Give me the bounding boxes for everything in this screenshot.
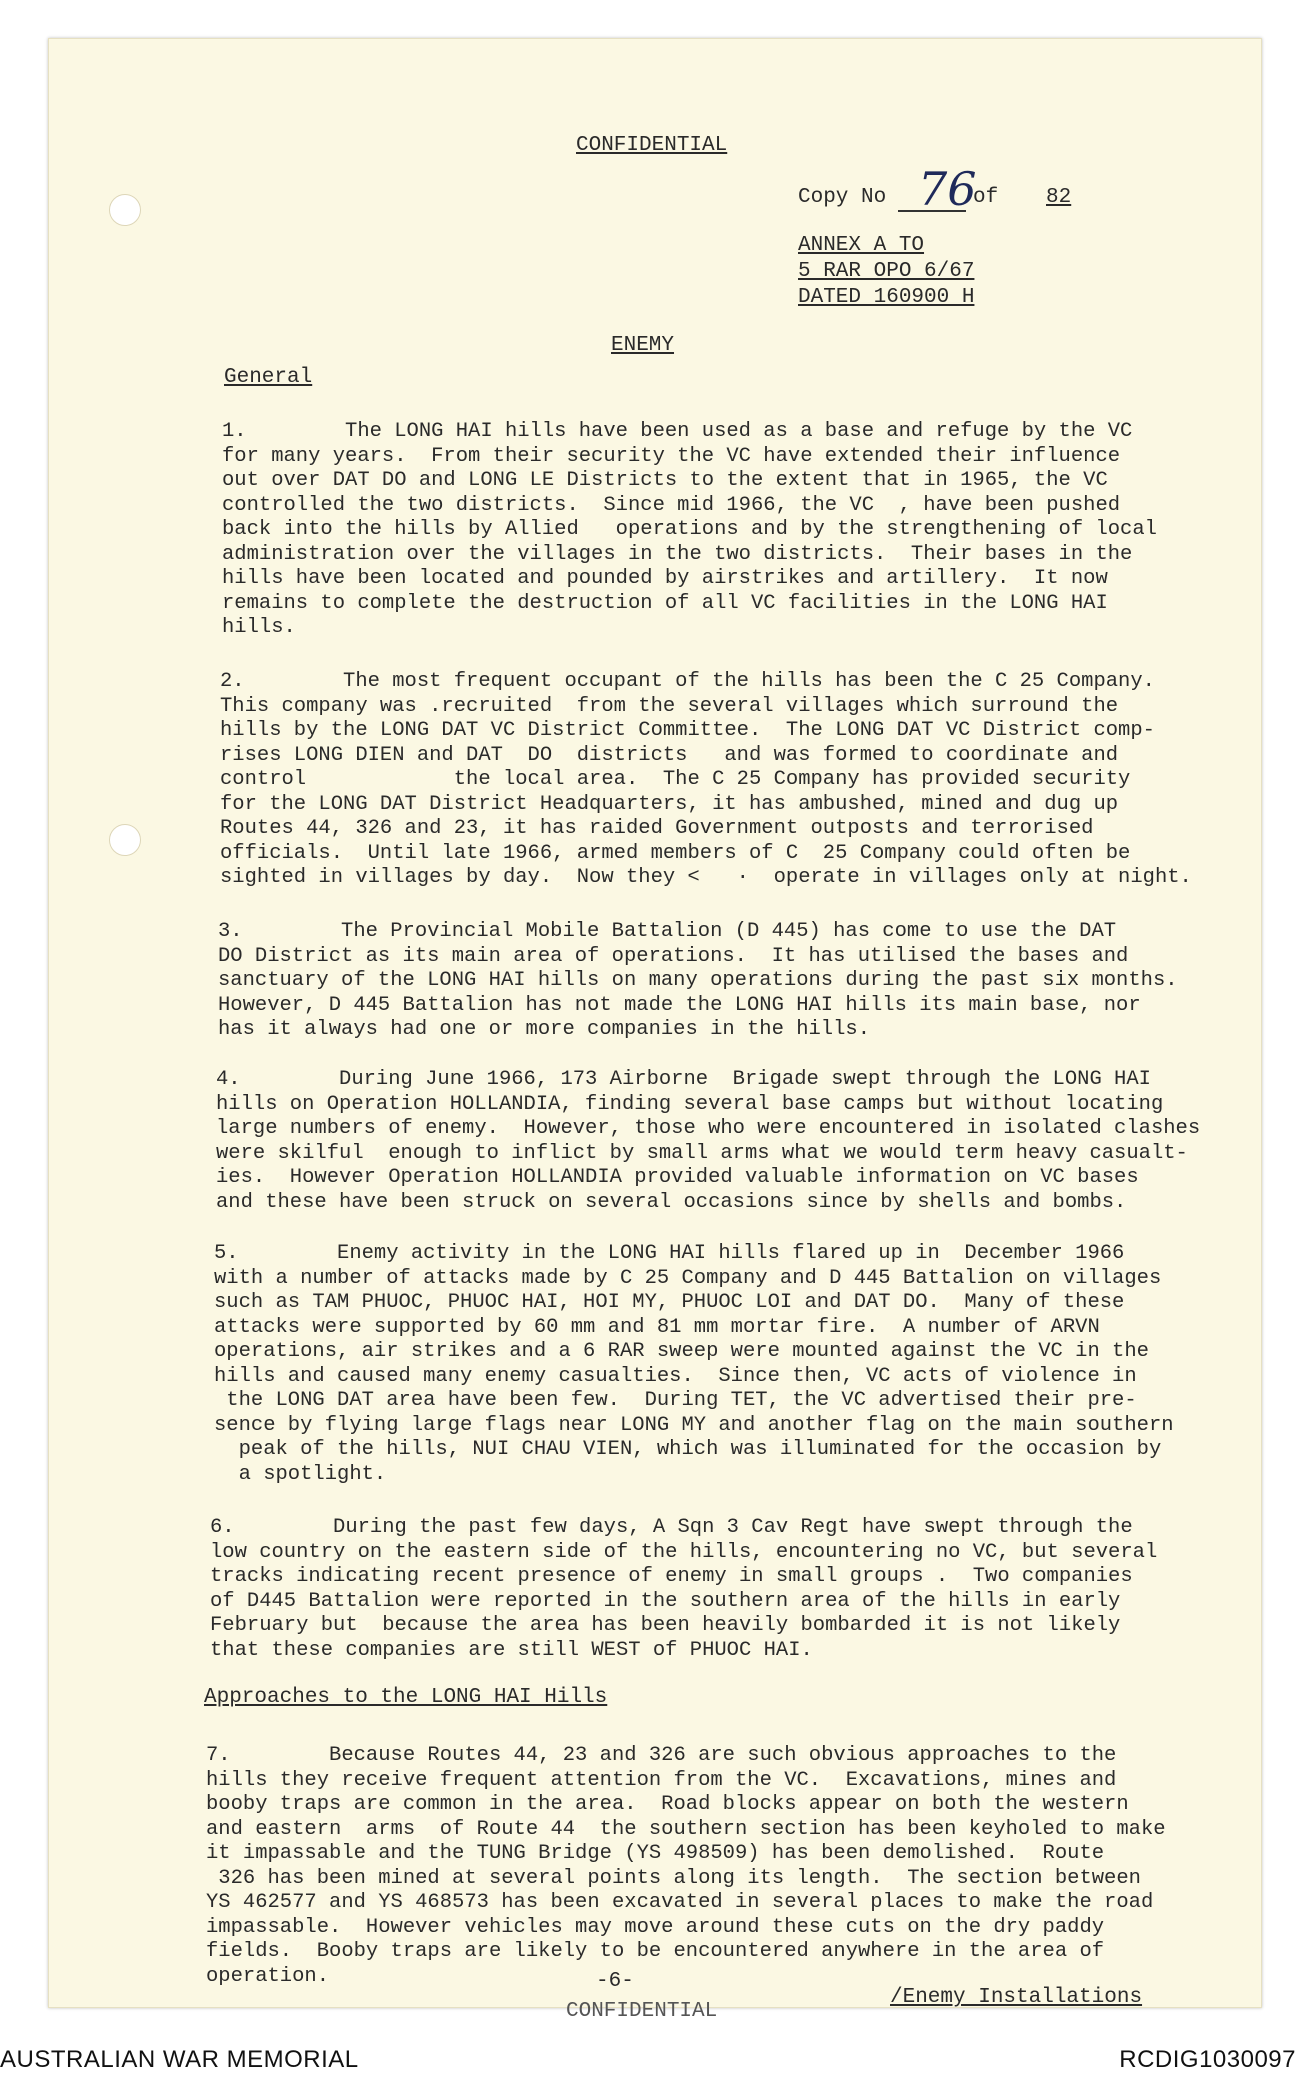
text-line: hills.: [222, 616, 296, 639]
text-line: out over DAT DO and LONG LE Districts to the extent that in 1965, the VC: [222, 469, 1108, 492]
text-line: hills on Operation HOLLANDIA, finding several base camps but without locating: [216, 1092, 1164, 1116]
section-approaches: Approaches to the LONG HAI Hills: [204, 1686, 608, 1709]
copy-of: of: [973, 186, 999, 209]
paragraph-4: [216, 1068, 1200, 1215]
text-line: operation.: [206, 1964, 330, 1988]
text-line: hills and caused many enemy casualties. Since then, VC acts of violence in: [214, 1364, 1137, 1388]
paragraph-2: [220, 670, 1192, 891]
text-line: DO District as its main area of operations. It has utilised the bases and: [218, 944, 1129, 968]
text-line: hills they receive frequent attention from the VC. Excavations, mines and: [206, 1768, 1117, 1792]
text-line: hills have been located and pounded by airstrikes and artillery. It now: [222, 567, 1108, 590]
paragraph-5: [214, 1242, 1174, 1487]
section-general: General: [224, 366, 313, 389]
text-line: 6. During the past few days, A Sqn 3 Cav Regt have swept through the: [210, 1516, 1133, 1539]
text-line: control the local area. The C 25 Company has provided security: [220, 768, 1131, 791]
copy-number: 76: [918, 162, 977, 216]
text-line: remains to complete the destruction of all VC facilities in the LONG HAI: [222, 591, 1108, 615]
text-line: and these have been struck on several occasions since by shells and bombs.: [216, 1190, 1127, 1214]
annex-line-1: ANNEX A TO: [798, 234, 925, 257]
paragraph-7: [206, 1744, 1166, 1989]
text-line: the LONG DAT area have been few. During TET, the VC advertised their pre-: [214, 1389, 1137, 1412]
text-line: 1. The LONG HAI hills have been used as a base and refuge by the VC: [222, 420, 1133, 443]
text-line: attacks were supported by 60 mm and 81 mm mortar fire. A number of ARVN: [214, 1315, 1100, 1339]
page-number: -6-: [596, 1970, 634, 1993]
text-line: such as TAM PHUOC, PHUOC HAI, HOI MY, PHUOC LOI and DAT DO. Many of these: [214, 1291, 1125, 1314]
text-line: for many years. From their security the VC have extended their influence: [222, 444, 1121, 468]
paragraph-1: [222, 420, 1157, 641]
text-line: hills by the LONG DAT VC District Committee. The LONG DAT VC District comp-: [220, 719, 1155, 742]
text-line: impassable. However vehicles may move around these cuts on the dry paddy: [206, 1915, 1105, 1939]
text-line: booby traps are common in the area. Road blocks appear on both the western: [206, 1793, 1129, 1816]
copy-total: 82: [1046, 186, 1072, 209]
text-line: and eastern arms of Route 44 the southern section has been keyholed to make: [206, 1817, 1166, 1841]
text-line: 2. The most frequent occupant of the hills has been the C 25 Company.: [220, 670, 1155, 693]
text-line: were skilful enough to inflict by small arms what we would term heavy casualt-: [216, 1141, 1188, 1165]
text-line: February but because the area has been heavily bombarded it is not likely: [210, 1614, 1121, 1637]
paragraph-3: [218, 920, 1178, 1043]
text-line: of D445 Battalion were reported in the southern area of the hills in early: [210, 1589, 1121, 1613]
text-line: back into the hills by Allied operations and by the strengthening of local: [222, 518, 1157, 541]
text-line: fields. Booby traps are likely to be encountered anywhere in the area of: [206, 1940, 1105, 1963]
text-line: ies. However Operation HOLLANDIA provided valuable information on VC bases: [216, 1166, 1139, 1189]
bottom-classification: CONFIDENTIAL: [566, 2000, 718, 2023]
text-line: rises LONG DIEN and DAT DO districts and was formed to coordinate and: [220, 743, 1119, 767]
text-line: sighted in villages by day. Now they ˂ · operate in villages only at night.: [220, 866, 1192, 889]
text-line: YS 462577 and YS 468573 has been excavated in several places to make the road: [206, 1891, 1154, 1914]
text-line: officials. Until late 1966, armed members of C 25 Company could often be: [220, 841, 1131, 865]
punch-hole-top: [109, 194, 141, 226]
text-line: has it always had one or more companies in the hills.: [218, 1018, 871, 1041]
text-line: sanctuary of the LONG HAI hills on many operations during the past six months.: [218, 969, 1178, 992]
text-line: 4. During June 1966, 173 Airborne Brigade swept through the LONG HAI: [216, 1068, 1151, 1091]
text-line: large numbers of enemy. However, those who were encountered in isolated clashes: [216, 1117, 1201, 1140]
text-line: administration over the villages in the two districts. Their bases in the: [222, 542, 1133, 566]
paragraph-6: [210, 1516, 1157, 1663]
document-title: ENEMY: [611, 334, 675, 357]
text-line: 5. Enemy activity in the LONG HAI hills flared up in December 1966: [214, 1242, 1125, 1265]
footer-record-id: RCDIG1030097: [1119, 2046, 1296, 2073]
copy-label: Copy No: [798, 186, 887, 209]
text-line: 326 has been mined at several points along its length. The section between: [206, 1866, 1141, 1890]
text-line: tracks indicating recent presence of enemy in small groups . Two companies: [210, 1565, 1133, 1588]
text-line: peak of the hills, NUI CHAU VIEN, which was illuminated for the occasion by: [214, 1438, 1162, 1461]
continuation-note: /Enemy Installations: [890, 1986, 1143, 2009]
text-line: controlled the two districts. Since mid 1966, the VC , have been pushed: [222, 493, 1121, 517]
text-line: operations, air strikes and a 6 RAR sweep were mounted against the VC in the: [214, 1340, 1149, 1363]
text-line: low country on the eastern side of the hills, encountering no VC, but several: [210, 1540, 1158, 1564]
footer-archive-name: AUSTRALIAN WAR MEMORIAL: [0, 2046, 359, 2073]
text-line: it impassable and the TUNG Bridge (YS 498509) has been demolished. Route: [206, 1842, 1105, 1865]
text-line: This company was .recruited from the several villages which surround the: [220, 694, 1119, 718]
punch-hole-bottom: [109, 824, 141, 856]
annex-line-3: DATED 160900 H: [798, 286, 975, 309]
text-line: that these companies are still WEST of PHUOC HAI.: [210, 1638, 813, 1662]
text-line: However, D 445 Battalion has not made the LONG HAI hills its main base, nor: [218, 993, 1141, 1017]
text-line: Routes 44, 326 and 23, it has raided Government outposts and terrorised: [220, 817, 1094, 840]
text-line: 7. Because Routes 44, 23 and 326 are such obvious approaches to the: [206, 1744, 1117, 1767]
text-line: a spotlight.: [214, 1462, 387, 1486]
classification-header: CONFIDENTIAL: [576, 134, 728, 157]
text-line: sence by flying large flags near LONG MY and another flag on the main southern: [214, 1413, 1174, 1437]
text-line: with a number of attacks made by C 25 Company and D 445 Battalion on villages: [214, 1266, 1162, 1290]
text-line: for the LONG DAT District Headquarters, it has ambushed, mined and dug up: [220, 792, 1119, 816]
text-line: 3. The Provincial Mobile Battalion (D 445) has come to use the DAT: [218, 920, 1117, 943]
annex-line-2: 5 RAR OPO 6/67: [798, 260, 975, 283]
